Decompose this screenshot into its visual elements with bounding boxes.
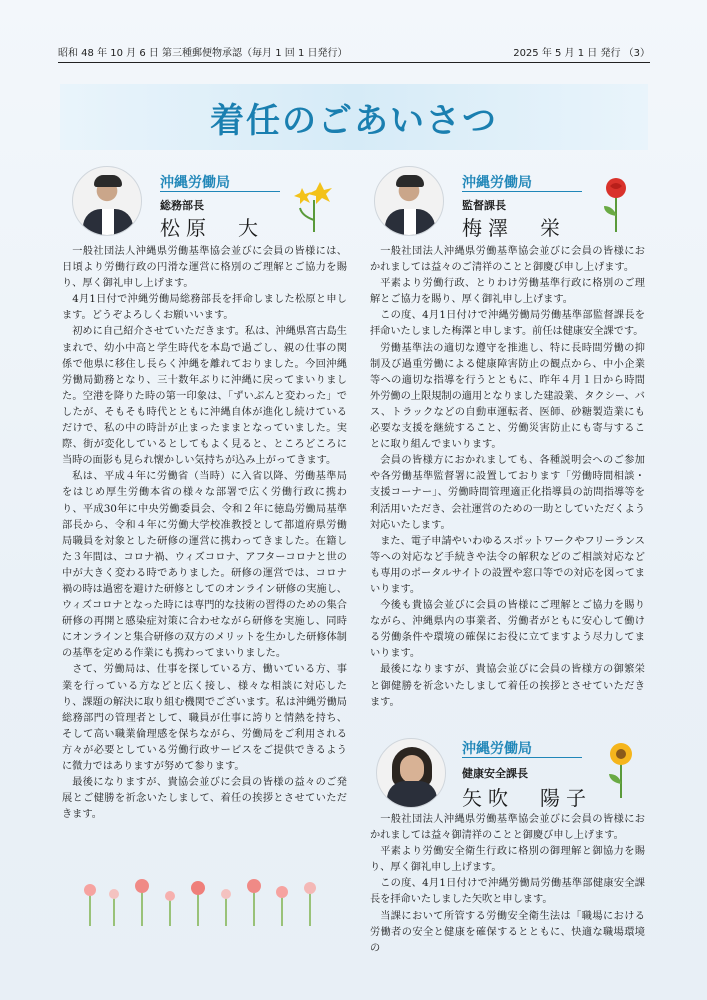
paragraph: この度、4月1日付けで沖縄労働局労働基準部健康安全課長を拝命いたしました矢吹と申します。 [370,878,645,906]
avatar-yabuki [376,738,446,808]
lily-flower-icon [290,172,338,234]
person-name: 梅澤 栄 [462,216,566,240]
person-name: 松原 大 [160,216,264,240]
paragraph: この度、4月1日付けで沖縄労働局労働基準部監督課長を拝命いたしました梅澤と申します。前任は健康安全課です。 [370,310,645,338]
avatar-umezawa [374,166,444,236]
role-label: 総務部長 [160,199,204,212]
title-banner [60,84,648,150]
article-yabuki [370,812,645,957]
paragraph: 平素より労働行政、とりわけ労働基準行政に格別のご理解とご協力を賜り、厚く御礼申し上げます。 [370,278,645,306]
issue-date: 2025 年 5 月 1 日 発行 （3） [513,48,650,59]
article-matsubara [62,244,347,823]
org-label: 沖縄労働局 [160,175,230,191]
sunflower-icon [604,740,638,800]
org-label: 沖縄労働局 [462,175,532,191]
paragraph: 4月1日付で沖縄労働局総務部長を拝命しました松原と申します。どうぞよろしくお願いいます。 [62,294,347,322]
article-umezawa [370,244,645,711]
flower-border-icon [80,870,340,926]
avatar-matsubara [72,166,142,236]
paragraph: 私は、平成４年に労働省（当時）に入省以降、労働基準局をはじめ厚生労働本省の様々な部署で広く労働行政に携わり、平成30年に中央労働委員会、令和２年に徳島労働局基準部長から、令和４年に労働大学校准教授として都道府県労働局職員を対象とした研修の運営に携わってきました。在籍した３年間は、コロナ禍、ウィズコロナ、アフターコロナと世の中が大きく変わる時でありました。研修の運営では、コロナ禍の時は過密を避けた研修としてのオンライン研修の実施し、ウィズコロナとなった時には専門的な技術の習得のための集合研修の再開と感染症対策に合わせながら研修を実施し、同時にオンラインと集合研修の双方のメリットを生かした研修体制の基準を定める作業にも携わってまいりました。 [62,471,347,660]
org-underline [462,191,582,192]
red-rose-icon [598,174,634,234]
paragraph: 一般社団法人沖縄県労働基準協会並びに会員の皆様におかれましては益々のご清祥のことと御慶び申し上げます。 [370,246,645,274]
paragraph: 最後になりますが、貴協会並びに会員の皆様方の御繁栄と御健勝を祈念いたしまして着任の挨拶とさせていただきます。 [370,664,645,708]
paragraph: 労働基準法の適切な遵守を推進し、特に長時間労働の抑制及び過重労働による健康障害防止の観点から、中小企業等への適切な指導を行うとともに、昨年４月１日から時間外労働の上限規制の適用となりました建設業、タクシー、バス、トラックなどの自動車運転者、医師、砂糖製造業にも必要な支援を継続すること、労働災害防止にも寄与することに取り組んでまいります。 [370,342,645,451]
paragraph: 今後も貴協会並びに会員の皆様にご理解とご協力を賜りながら、沖縄県内の事業者、労働者がともに安心して働ける労働条件や環境の確保にお役に立てますよう尽力してまいります。 [370,600,645,660]
role-label: 健康安全課長 [462,767,528,780]
paragraph: 会員の皆様方におかれましても、各種説明会へのご参加や各労働基準監督署に設置しております「労働時間相談・支援コーナー」、労働時間管理適正化指導員の訪問指導等を利活用いただき、会社運営のための一助としていただくよう対応いたします。 [370,455,645,531]
page-header [58,44,650,63]
paragraph: 一般社団法人沖縄県労働基準協会並びに会員の皆様には、日頃より労働行政の円滑な運営に格別のご理解とご協力を賜り、厚く御礼申し上げます。 [62,246,347,290]
org-label: 沖縄労働局 [462,741,532,757]
person-name: 矢吹 陽子 [462,786,592,810]
paragraph: 当課において所管する労働安全衛生法は「職場における労働者の安全と健康を確保するとともに、快適な職場環境の [370,910,645,954]
paragraph: 初めに自己紹介させていただきます。私は、沖縄県宮古島生まれで、幼小中高と学生時代を本島で過ごし、親の仕事の関係で他県に移住し長らく沖縄を離れておりました。今回沖縄労働局勤務となり、三十数年ぶりに沖縄に戻ってまいりました。空港を降りた時の第一印象は、「ずいぶんと変わった」でしたが、そもそも時代とともに沖縄自体が進化し続けているだけで、私の中の時計が止まったままとなっていました。実際、街が変化しているとしてもよく見ると、ところどころに当時の面影も見られ懐かしい気持ちが込み上がってきます。 [62,326,347,467]
paragraph: また、電子申請やいわゆるスポットワークやフリーランス等への対応など手続きや法令の解釈などのご相談対応なども専用のポータルサイトの設置や窓口等での対応を図ってまいります。 [370,535,645,595]
paragraph: 最後になりますが、貴協会並びに会員の皆様の益々のご発展とご健勝を祈念いたしまして、着任の挨拶とさせていただきます。 [62,777,347,821]
org-underline [462,757,582,758]
paragraph: 一般社団法人沖縄県労働基準協会並びに会員の皆様におかれましては益々御清祥のことと御慶び申し上げます。 [370,814,645,842]
paragraph: さて、労働局は、仕事を探している方、働いている方、事業を行っている方などと広く接し、様々な相談に対応したり、課題の解決に取り組む機関でございます。私は沖縄労働局総務部門の管理者として、職員が仕事に誇りと情熱を持ち、そして高い職業倫理感を保ちながら、労働局をご利用される方々が必要としている労働行政サービスをご提供できるように微力ではありますが努めて参ります。 [62,664,347,772]
page-title: 着任のごあいさつ [210,100,498,141]
publication-info: 昭和 48 年 10 月 6 日 第三種郵便物承認（毎月 1 回 1 日発行） [58,48,348,59]
role-label: 監督課長 [462,199,506,212]
org-underline [160,191,280,192]
paragraph: 平素より労働安全衛生行政に格別の御理解と御協力を賜り、厚く御礼申し上げます。 [370,846,645,874]
